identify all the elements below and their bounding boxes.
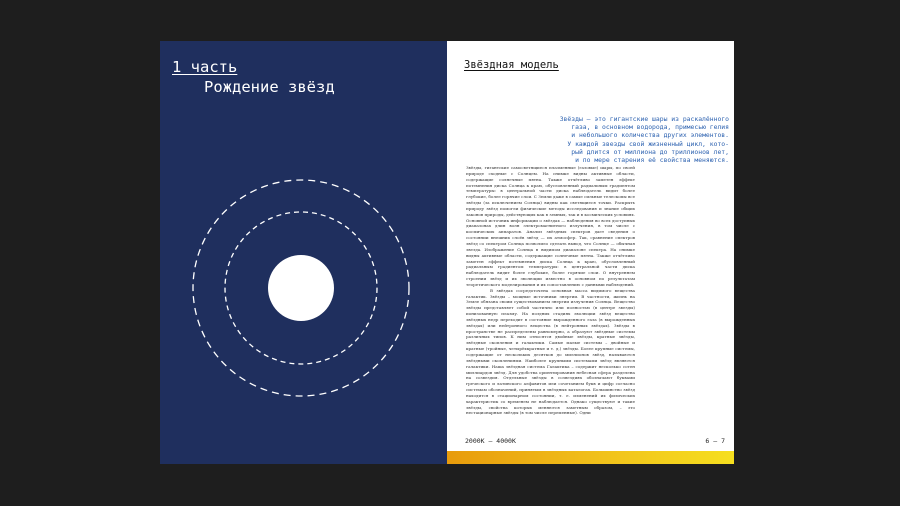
page-numbers: 6 — 7 xyxy=(705,437,725,445)
lead-line: газа, в основном водорода, примесью гелия xyxy=(571,123,729,132)
temperature-range: 2000K — 4000K xyxy=(465,437,516,445)
lead-line: и небольшого количества других элементов. xyxy=(571,131,729,140)
lead-line: и по мере старения её свойства меняются. xyxy=(575,156,729,165)
star-orbit-illustration xyxy=(160,41,447,464)
lead-line: Звёзды — это гигантские шары из раскалённого xyxy=(559,115,729,123)
star-disc xyxy=(268,255,334,321)
chapter-title: Рождение звёзд xyxy=(204,78,335,96)
body-paragraph: В звёздах сосредоточена основная масса видимого вещества галактик. Звёзды – мощные источники энергии. В частности, жизнь на Земле обязана своим существованием энергии излучения Солнца. Вещество звёзды представляет собой частично или полностью (в центре звезды) ионизованную плазму. На поздних стадиях эволюции звёзд вещество звёздных недр переходит в состояние вырожденного газа (в вырожденных звёздах) или нейтронного вещества (в нейтронных звёздах). Звёзды в пространстве не распределены равномерно, а образуют звёздные системы различных типов. К ним относятся двойные звёзды, кратные звёзды, звёздные скопления и галактики. Самые малые системы – двойные и кратные (тройные, четырёхкратные и т. д.) звёзды. Более крупные системы, содержащие от нескольких десятков до миллионов звёзд, называются звёздными скоплениями. Наиболее крупными системами звёзд являются галактики. Наша звёздная система Галактика – содержит несколько сотен миллиардов звёзд. Для удобства ориентирования небесная сфера разделена на созвездия. Отдельные звёзды в созвездиях обозначают буквами греческого и латинского алфавитов или сочетанием букв и цифр согласно системам обозначений, принятым в звёздных каталогах. Большинство звёзд находится в стационарном состоянии, т. е. изменений их физических характеристик со временем не наблюдается. Однако существуют и такие звёзды, свойства которых меняются заметным образом, – это нестационарные звёзды (в том числе переменные). Одни xyxy=(466,287,635,416)
lead-line: У каждой звезды свой жизненный цикл, кото- xyxy=(567,139,729,148)
lead-paragraph xyxy=(537,115,729,164)
lead-line: рый длится от миллиона до триллионов лет, xyxy=(571,147,729,156)
book-spread xyxy=(160,41,734,464)
body-paragraph: Звёзды, гигантские самосветящиеся плазменные (газовые) шары, по своей природе сходные с Солнцем. На снимке видны активные области, содержащие солнечные пятна. Также отчётливо заметен эффект потемнения диска Солнца к краю, обусловленный радиальным градиентом температуры: в центральной части диска наблюдатель видит более глубокие, более горячие слои. С Земли даже в самые сильные телескопы все звёзды (за исключением Солнца) видны как светящиеся точки. Раскрыть природу звёзд помогли физические методы исследования и знание общих законов природы, действующих как в земных, так и в космических условиях. Основной источник информации о звёздах — наблюдения во всех доступных диапазонах длин волн электромагнитного излучения, в том числе с космических аппаратов. Анализ звёздных спектров дает сведения о состоянии внешних слоёв звёзд — их атмосфер. Так, сравнение спектров звёзд со спектром Солнца позволило сделать вывод, что Солнце — обычная звезда. Изображение Солнца в видимом диапазоне спектра. На снимке видны активные области, содержащие солнечные пятна. Также отчётливо заметен эффект потемнения диска Солнца к краю, обусловленный радиальным градиентом температуры: в центральной части диска наблюдатель видит более глубокие, более горячие слои. О внутреннем строении звёзд и их эволюции известно в основном по результатам теоретического моделирования и их сопоставлению с данными наблюдений. xyxy=(466,165,635,287)
right-page xyxy=(447,41,734,464)
section-title: Звёздная модель xyxy=(464,59,559,71)
left-page xyxy=(160,41,447,464)
body-text xyxy=(466,165,635,428)
part-label: 1 часть xyxy=(172,58,238,76)
gradient-bar xyxy=(447,451,734,464)
